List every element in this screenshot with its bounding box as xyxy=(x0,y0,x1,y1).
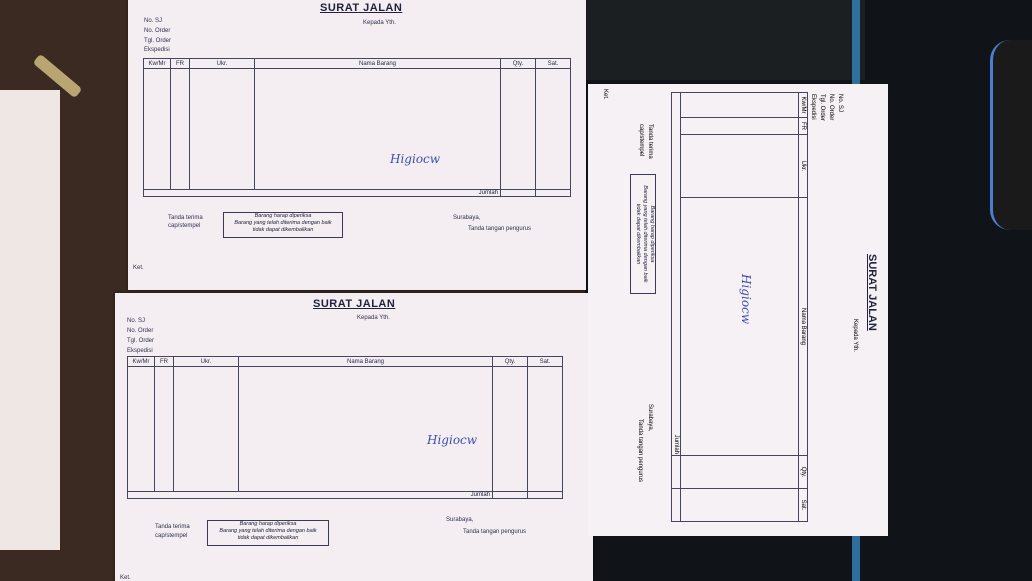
no-sj-label: No. SJ xyxy=(127,318,146,324)
jumlah-label: Jumlah xyxy=(144,190,501,197)
ket-label: Ket. xyxy=(133,265,144,271)
col-nama: Nama Barang xyxy=(239,357,493,367)
pengurus-label: Tanda tangan pengurus xyxy=(468,226,532,232)
notice-box xyxy=(630,174,656,294)
cap-stempel-label: cap/stempel xyxy=(638,124,644,157)
ket-label: Ket. xyxy=(120,575,131,581)
surat-jalan-sheet-2 xyxy=(115,293,593,581)
notice-box xyxy=(207,520,329,546)
col-fr: FR xyxy=(155,357,174,367)
col-fr: FR xyxy=(799,118,808,135)
col-sat: Sat. xyxy=(799,489,808,522)
notice-line-1: Barang harap diperiksa xyxy=(649,205,655,263)
notice-line-1: Barang harap diperiksa xyxy=(254,213,312,219)
ekspedisi-label: Ekspedisi xyxy=(127,348,153,354)
items-table xyxy=(143,58,571,197)
col-nama: Nama Barang xyxy=(255,59,501,69)
no-sj-label: No. SJ xyxy=(144,18,163,24)
notice-line-3: tidak dapat dikembalikan xyxy=(237,535,299,541)
ket-label: Ket. xyxy=(602,89,608,100)
pengurus-label: Tanda tangan pengurus xyxy=(637,419,643,483)
surat-jalan-sheet-1 xyxy=(128,0,586,290)
kota-label: Surabaya, xyxy=(446,517,474,523)
handwriting: Higiocw xyxy=(427,433,478,447)
rotated-page xyxy=(588,84,888,536)
tgl-order-label: Tgl. Order xyxy=(127,338,155,344)
cap-stempel-label: cap/stempel xyxy=(168,223,201,229)
computer-mouse xyxy=(990,40,1032,230)
ekspedisi-label: Ekspedisi xyxy=(810,94,816,120)
col-qty: Qty. xyxy=(501,59,536,69)
paper-stack xyxy=(0,90,60,550)
no-order-label: No. Order xyxy=(144,28,171,34)
kota-label: Surabaya, xyxy=(453,215,481,221)
items-table xyxy=(127,356,563,499)
notice-line-2: Barang yang telah diterima dengan baik xyxy=(219,528,317,534)
col-kwmr: Kw/Mr xyxy=(144,59,171,69)
surat-jalan-sheet-3 xyxy=(588,84,888,536)
cap-stempel-label: cap/stempel xyxy=(155,533,188,539)
tanda-terima-label: Tanda terima xyxy=(155,524,190,530)
col-ukr: Ukr. xyxy=(174,357,239,367)
notice-line-2: Barang yang telah diterima dengan baik xyxy=(642,185,648,283)
sheet-title: SURAT JALAN xyxy=(866,254,878,331)
jumlah-label: Jumlah xyxy=(672,93,681,456)
ekspedisi-label: Ekspedisi xyxy=(144,47,170,53)
sheet-title: SURAT JALAN xyxy=(313,298,396,310)
notice-box xyxy=(223,212,343,238)
tanda-terima-label: Tanda terima xyxy=(168,215,203,221)
sheet-title: SURAT JALAN xyxy=(320,2,403,14)
tanda-terima-label: Tanda terima xyxy=(647,124,653,159)
col-qty: Qty. xyxy=(799,456,808,489)
col-sat: Sat. xyxy=(528,357,563,367)
printer xyxy=(585,0,865,80)
handwriting: Higiocw xyxy=(390,152,441,166)
jumlah-label: Jumlah xyxy=(128,492,493,499)
tgl-order-label: Tgl. Order xyxy=(819,94,825,122)
kepada-label: Kepada Yth. xyxy=(357,315,390,321)
notice-line-3: tidak dapat dikembalikan xyxy=(252,227,314,233)
col-ukr: Ukr. xyxy=(799,135,808,198)
no-order-label: No. Order xyxy=(127,328,154,334)
col-nama: Nama Barang xyxy=(799,198,808,456)
col-kwmr: Kw/Mr xyxy=(128,357,155,367)
col-sat: Sat. xyxy=(536,59,571,69)
kepada-label: Kepada Yth. xyxy=(852,319,858,352)
pengurus-label: Tanda tangan pengurus xyxy=(463,529,527,535)
col-qty: Qty. xyxy=(493,357,528,367)
no-sj-label: No. SJ xyxy=(837,94,843,113)
col-ukr: Ukr. xyxy=(190,59,255,69)
notice-line-2: Barang yang telah diterima dengan baik xyxy=(234,220,332,226)
col-fr: FR xyxy=(171,59,190,69)
handwriting: Higiocw xyxy=(739,274,753,325)
no-order-label: No. Order xyxy=(828,94,834,121)
notice-line-1: Barang harap diperiksa xyxy=(239,521,297,527)
notice-line-3: tidak dapat dikembalikan xyxy=(635,203,641,265)
kota-label: Surabaya, xyxy=(647,404,653,432)
tgl-order-label: Tgl. Order xyxy=(144,38,172,44)
col-kwmr: Kw/Mr xyxy=(799,93,808,118)
kepada-label: Kepada Yth. xyxy=(363,20,396,26)
